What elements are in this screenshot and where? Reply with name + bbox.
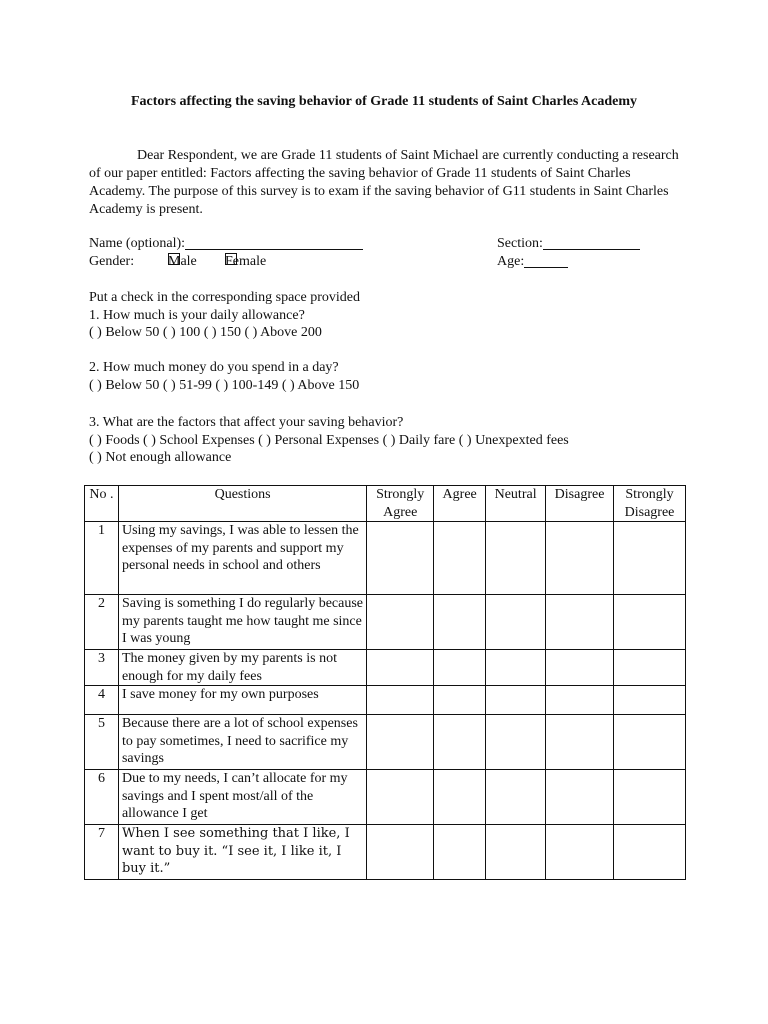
table-row (85, 522, 686, 595)
cell-neutral[interactable] (486, 686, 546, 715)
intro-paragraph: Dear Respondent, we are Grade 11 students of Saint Michael are currently conducting a research of our paper entitled: Factors affecting the saving behavior of Grade 11 students of Saint Charles Academy. The purpose of this survey is to exam if the saving behavior of G11 students in Saint Charles Academy is present. (89, 148, 679, 217)
cell-agree[interactable] (434, 825, 486, 880)
question-3-options-line2[interactable]: ( ) Not enough allowance (89, 450, 232, 465)
cell-strongly-agree[interactable] (367, 715, 434, 770)
question-1-options[interactable]: ( ) Below 50 ( ) 100 ( ) 150 ( ) Above 200 (89, 325, 322, 340)
cell-agree[interactable] (434, 522, 486, 595)
male-checkbox[interactable] (168, 253, 180, 265)
cell-agree[interactable] (434, 686, 486, 715)
name-label: Name (optional): (89, 236, 186, 251)
document-title: Factors affecting the saving behavior of Grade 11 students of Saint Charles Academy (130, 94, 638, 109)
row-number: 5 (85, 715, 119, 770)
likert-table (84, 485, 686, 880)
gender-label: Gender: (89, 254, 135, 269)
cell-strongly-agree[interactable] (367, 522, 434, 595)
cell-neutral[interactable] (486, 650, 546, 686)
cell-strongly-agree[interactable] (367, 825, 434, 880)
question-block-1 (89, 289, 689, 342)
row-number: 7 (85, 825, 119, 880)
cell-neutral[interactable] (486, 715, 546, 770)
cell-disagree[interactable] (546, 770, 614, 825)
cell-neutral[interactable] (486, 770, 546, 825)
section-label: Section: (497, 236, 543, 251)
age-blank[interactable] (524, 253, 568, 268)
female-label: Female (225, 254, 267, 269)
cell-neutral[interactable] (486, 595, 546, 650)
header-neutral: Neutral (486, 486, 546, 522)
section-blank[interactable] (543, 235, 640, 250)
cell-strongly-disagree[interactable] (614, 770, 686, 825)
question-2-text: 2. How much money do you spend in a day? (89, 360, 339, 375)
header-disagree: Disagree (546, 486, 614, 522)
question-3-text: 3. What are the factors that affect your saving behavior? (89, 415, 404, 430)
cell-agree[interactable] (434, 770, 486, 825)
row-number: 3 (85, 650, 119, 686)
cell-disagree[interactable] (546, 686, 614, 715)
instruction-text: Put a check in the corresponding space provided (89, 290, 360, 305)
cell-strongly-agree[interactable] (367, 770, 434, 825)
question-2-options[interactable]: ( ) Below 50 ( ) 51-99 ( ) 100-149 ( ) Above 150 (89, 377, 360, 393)
name-blank[interactable] (185, 235, 363, 250)
row-question: The money given by my parents is not enough for my daily fees (118, 650, 366, 686)
table-row (85, 686, 686, 715)
row-question: Using my savings, I was able to lessen the expenses of my parents and support my personal needs in school and others (118, 522, 366, 595)
cell-strongly-disagree[interactable] (614, 522, 686, 595)
cell-agree[interactable] (434, 650, 486, 686)
cell-neutral[interactable] (486, 522, 546, 595)
cell-disagree[interactable] (546, 825, 614, 880)
cell-strongly-agree[interactable] (367, 686, 434, 715)
header-agree: Agree (434, 486, 486, 522)
cell-disagree[interactable] (546, 595, 614, 650)
question-block-2 (89, 359, 689, 394)
table-row (85, 825, 686, 880)
male-label: Male (168, 254, 197, 269)
cell-strongly-agree[interactable] (367, 595, 434, 650)
cell-strongly-disagree[interactable] (614, 686, 686, 715)
gender-age-row (89, 253, 689, 271)
row-number: 1 (85, 522, 119, 595)
question-block-3 (89, 414, 689, 467)
row-question: When I see something that I like, I want to buy it. “I see it, I like it, I buy it.” (118, 825, 366, 880)
row-number: 2 (85, 595, 119, 650)
row-question: I save money for my own purposes (118, 686, 366, 715)
row-question: Because there are a lot of school expenses to pay sometimes, I need to sacrifice my savings (118, 715, 366, 770)
cell-agree[interactable] (434, 715, 486, 770)
age-label: Age: (497, 254, 525, 269)
header-strongly-agree: Strongly Agree (367, 486, 434, 522)
cell-strongly-disagree[interactable] (614, 715, 686, 770)
table-row (85, 770, 686, 825)
cell-agree[interactable] (434, 595, 486, 650)
header-strongly-disagree: Strongly Disagree (614, 486, 686, 522)
cell-strongly-agree[interactable] (367, 650, 434, 686)
cell-strongly-disagree[interactable] (614, 650, 686, 686)
row-question: Due to my needs, I can’t allocate for my savings and I spent most/all of the allowance I get (118, 770, 366, 825)
header-questions: Questions (118, 486, 366, 522)
table-header-row (85, 486, 686, 522)
cell-strongly-disagree[interactable] (614, 825, 686, 880)
cell-neutral[interactable] (486, 825, 546, 880)
header-no: No . (85, 486, 119, 522)
cell-disagree[interactable] (546, 650, 614, 686)
question-3-options-line1[interactable]: ( ) Foods ( ) School Expenses ( ) Personal Expenses ( ) Daily fare ( ) Unexpexted fees (89, 432, 569, 448)
row-number: 4 (85, 686, 119, 715)
table-row (85, 595, 686, 650)
cell-strongly-disagree[interactable] (614, 595, 686, 650)
name-section-row (89, 235, 689, 253)
row-number: 6 (85, 770, 119, 825)
question-1-text: 1. How much is your daily allowance? (89, 307, 305, 323)
table-row (85, 715, 686, 770)
row-question: Saving is something I do regularly because my parents taught me how taught me since I was young (118, 595, 366, 650)
cell-disagree[interactable] (546, 715, 614, 770)
female-checkbox[interactable] (225, 253, 237, 265)
cell-disagree[interactable] (546, 522, 614, 595)
table-row (85, 650, 686, 686)
